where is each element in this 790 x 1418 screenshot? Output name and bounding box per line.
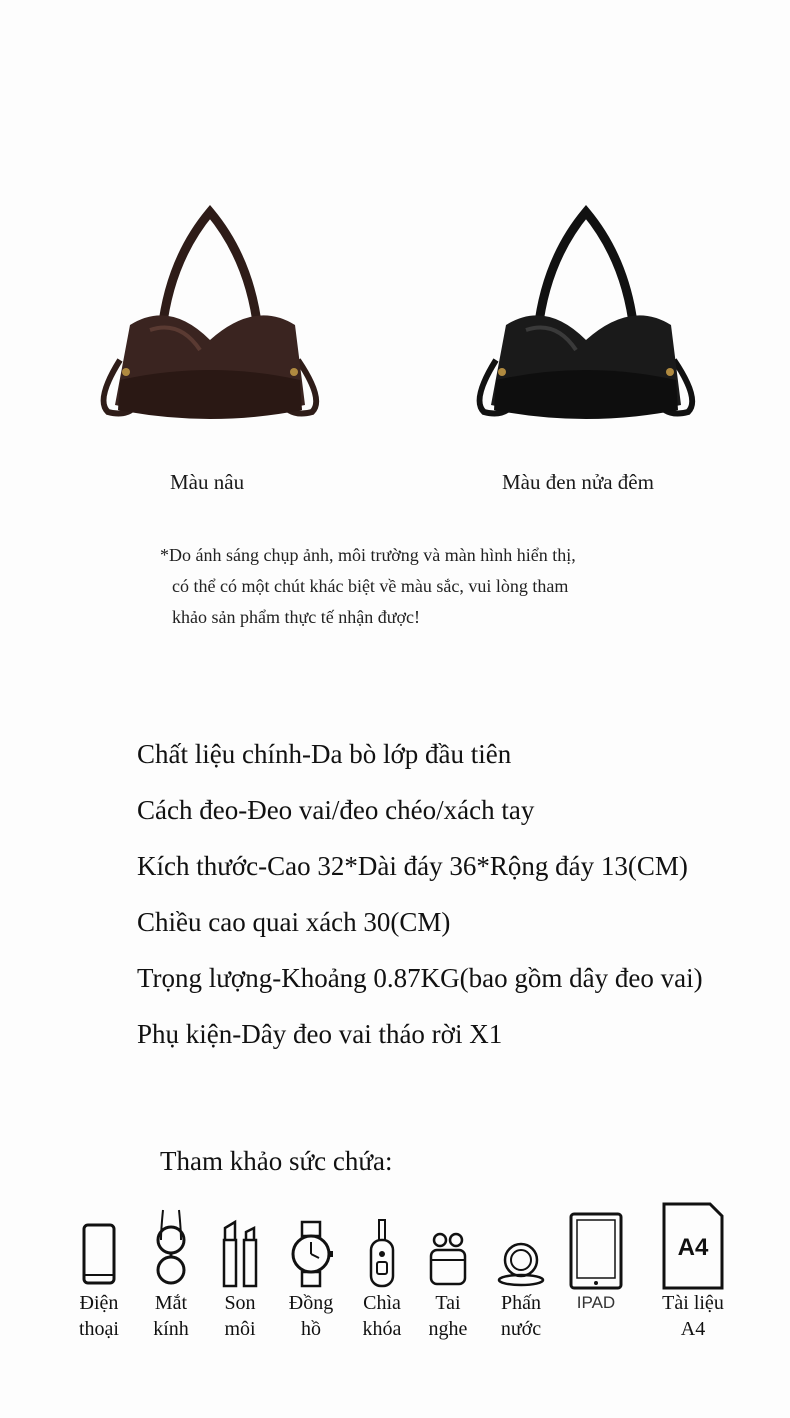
capacity-item-earbuds [421, 1200, 475, 1342]
car-key-icon [364, 1200, 400, 1290]
tablet-icon [568, 1200, 624, 1290]
capacity-label: IPAD [576, 1293, 616, 1312]
spec-list [137, 735, 703, 1071]
capacity-item-a4 [655, 1200, 731, 1342]
color-disclaimer [160, 540, 576, 633]
spec-weight: Trọng lượng-Khoảng 0.87KG(bao gồm dây đeo vai) [137, 963, 703, 993]
spec-accessories: Phụ kiện-Dây đeo vai tháo rời X1 [137, 1019, 503, 1049]
capacity-label: Chìa khóa [362, 1292, 402, 1340]
capacity-label: Phấn nước [500, 1292, 542, 1340]
watch-icon [288, 1200, 334, 1290]
spec-dimensions: Kích thước-Cao 32*Dài đáy 36*Rộng đáy 13(CM) [137, 851, 688, 881]
capacity-label: Tài liệu A4 [662, 1292, 724, 1340]
glasses-icon [151, 1200, 191, 1290]
capacity-item-glasses [144, 1200, 198, 1342]
brown-color-caption: Màu nâu [170, 470, 245, 494]
brown-bag-image [90, 200, 330, 440]
capacity-label: Son môi [224, 1292, 256, 1340]
note-line: *Do ánh sáng chụp ảnh, môi trường và màn hình hiển thị, [160, 545, 576, 565]
a4-document-icon [660, 1200, 726, 1290]
spec-material: Chất liệu chính-Da bò lớp đầu tiên [137, 739, 512, 769]
capacity-item-lipstick [212, 1200, 268, 1342]
black-color-caption: Màu đen nửa đêm [502, 470, 654, 494]
capacity-item-ipad [566, 1200, 626, 1316]
capacity-title: Tham khảo sức chứa: [160, 1146, 393, 1176]
spec-carry-style: Cách đeo-Đeo vai/đeo chéo/xách tay [137, 795, 535, 825]
spec-handle-height: Chiều cao quai xách 30(CM) [137, 907, 451, 937]
capacity-item-compact [491, 1200, 551, 1342]
capacity-item-watch [283, 1200, 339, 1342]
capacity-item-key [355, 1200, 409, 1342]
earbuds-icon [427, 1200, 469, 1290]
note-line: có thể có một chút khác biệt về màu sắc, vui lòng tham [172, 576, 569, 596]
phone-icon [79, 1200, 119, 1290]
capacity-label: Tai nghe [428, 1292, 468, 1340]
lipstick-icon [220, 1200, 260, 1290]
black-bag-image [466, 200, 706, 440]
a4-icon-text: A4 [677, 1234, 709, 1261]
capacity-label: Điện thoại [79, 1292, 119, 1340]
note-line: khảo sản phẩm thực tế nhận được! [172, 607, 420, 627]
capacity-item-phone [72, 1200, 126, 1342]
cushion-compact-icon [496, 1200, 546, 1290]
capacity-label: Mắt kính [153, 1292, 189, 1340]
capacity-label: Đồng hồ [288, 1292, 334, 1340]
